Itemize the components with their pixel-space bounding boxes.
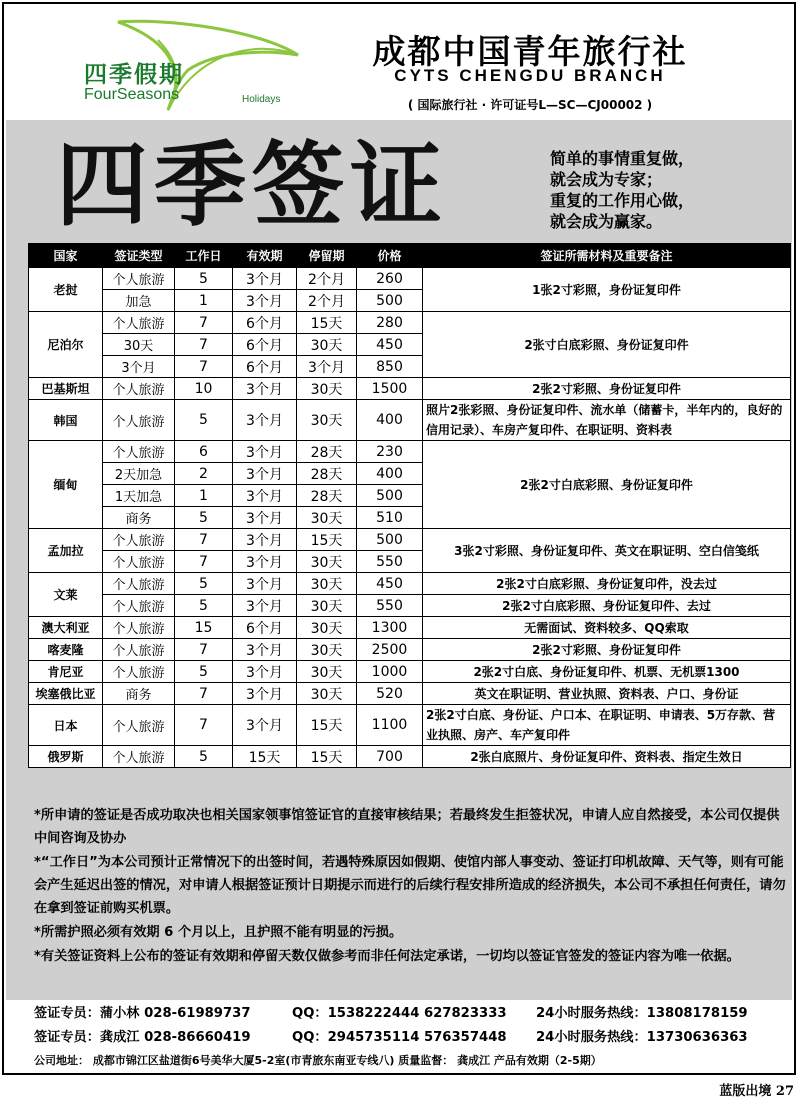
validity-cell: 3个月 (233, 463, 297, 485)
validity-cell: 3个月 (233, 551, 297, 573)
contact-hotline: 24小时服务热线：13808178159 (536, 1006, 748, 1021)
workdays-cell: 7 (175, 551, 233, 573)
contact-name-phone: 签证专员：蒲小林 028-61989737 (34, 1006, 251, 1021)
workdays-cell: 5 (175, 507, 233, 529)
workdays-cell: 7 (175, 529, 233, 551)
workdays-cell: 5 (175, 661, 233, 683)
visa-type-cell: 个人旅游 (103, 551, 175, 573)
visa-type-cell: 个人旅游 (103, 639, 175, 661)
visa-table (28, 243, 791, 768)
workdays-cell: 1 (175, 485, 233, 507)
price-cell: 500 (357, 290, 423, 312)
slogan-line: 就会成为专家； (550, 170, 663, 189)
visa-type-cell: 商务 (103, 507, 175, 529)
country-cell: 埃塞俄比亚 (29, 683, 103, 705)
visa-type-cell: 2天加急 (103, 463, 175, 485)
page-footer: 蓝版出境 27 (719, 1084, 794, 1099)
table-row (29, 595, 791, 617)
note-cell: 无需面试、资料较多、QQ索取 (423, 617, 791, 639)
workdays-cell: 7 (175, 683, 233, 705)
contact-row (34, 1002, 794, 1026)
stay-cell: 30天 (297, 595, 357, 617)
table-row (29, 573, 791, 595)
validity-cell: 3个月 (233, 573, 297, 595)
validity-cell: 3个月 (233, 378, 297, 400)
visa-type-cell: 个人旅游 (103, 268, 175, 290)
country-cell: 尼泊尔 (29, 312, 103, 378)
validity-cell: 15天 (233, 746, 297, 768)
workdays-cell: 7 (175, 312, 233, 334)
price-cell: 550 (357, 551, 423, 573)
license-number: ( 国际旅行社 · 许可证号L—SC—CJ00002 ) (407, 98, 653, 112)
stay-cell: 30天 (297, 334, 357, 356)
logo-chinese-text: 四季假期 (84, 62, 184, 88)
stay-cell: 30天 (297, 400, 357, 441)
contact-name-phone: 签证专员：龚成江 028-86660419 (34, 1030, 251, 1045)
price-cell: 280 (357, 312, 423, 334)
page-title: 四季签证 (56, 131, 449, 239)
stay-cell: 30天 (297, 617, 357, 639)
price-cell: 400 (357, 463, 423, 485)
table-row (29, 746, 791, 768)
agency-name-english: CYTS CHENGDU BRANCH (394, 66, 666, 85)
column-header: 有效期 (233, 244, 297, 268)
price-cell: 230 (357, 441, 423, 463)
workdays-cell: 5 (175, 595, 233, 617)
note-paragraph: *所申请的签证是否成功取决也相关国家领事馆签证官的直接审核结果；若最终发生拒签状况，申请人应自然接受，本公司仅提供中间咨询及协办 (34, 808, 780, 846)
workdays-cell: 7 (175, 334, 233, 356)
validity-cell: 6个月 (233, 617, 297, 639)
column-header: 价格 (357, 244, 423, 268)
note-cell: 2张2寸白底彩照、身份证复印件、去过 (423, 595, 791, 617)
table-row (29, 639, 791, 661)
visa-type-cell: 个人旅游 (103, 661, 175, 683)
price-cell: 550 (357, 595, 423, 617)
stay-cell: 15天 (297, 529, 357, 551)
visa-type-cell: 商务 (103, 683, 175, 705)
slogan (550, 148, 694, 232)
company-address: 公司地址： 成都市锦江区盐道街6号美华大厦5-2室(市青旅东南亚专线八) 质量监督： 龚成江 产品有效期（2-5期） (34, 1054, 602, 1067)
note-cell: 2张2寸白底彩照、身份证复印件 (423, 441, 791, 529)
validity-cell: 3个月 (233, 683, 297, 705)
note-cell: 2张寸白底彩照、身份证复印件 (423, 312, 791, 378)
stay-cell: 28天 (297, 463, 357, 485)
table-row (29, 400, 791, 441)
stay-cell: 30天 (297, 551, 357, 573)
country-cell: 肯尼亚 (29, 661, 103, 683)
table-row (29, 683, 791, 705)
price-cell: 700 (357, 746, 423, 768)
logo-english-text: FourSeasons (84, 86, 180, 103)
note-cell: 2张2寸彩照、身份证复印件 (423, 378, 791, 400)
logo (18, 10, 308, 114)
validity-cell: 3个月 (233, 400, 297, 441)
price-cell: 850 (357, 356, 423, 378)
price-cell: 2500 (357, 639, 423, 661)
stay-cell: 30天 (297, 573, 357, 595)
contact-qq: QQ：2945735114 576357448 (292, 1030, 507, 1045)
stay-cell: 15天 (297, 312, 357, 334)
stay-cell: 28天 (297, 485, 357, 507)
visa-type-cell: 个人旅游 (103, 400, 175, 441)
table-row (29, 441, 791, 463)
price-cell: 500 (357, 485, 423, 507)
contacts-section (34, 1002, 794, 1050)
logo-holidays-text: Holidays (242, 94, 281, 105)
country-cell: 文莱 (29, 573, 103, 617)
visa-type-cell: 个人旅游 (103, 378, 175, 400)
stay-cell: 3个月 (297, 356, 357, 378)
price-cell: 400 (357, 400, 423, 441)
note-paragraph: *“工作日”为本公司预计正常情况下的出签时间，若遇特殊原因如假期、使馆内部人事变动、签证打印机故障、天气等，则有可能会产生延迟出签的情况，对申请人根据签证预计日期提示而进行的后续行程安排所造成的经济损失，本公司不承担任何责任，请勿在拿到签证前购买机票。 (34, 855, 786, 916)
country-cell: 俄罗斯 (29, 746, 103, 768)
agency-name-chinese: 成都中国青年旅行社 (372, 32, 688, 71)
price-cell: 260 (357, 268, 423, 290)
note-cell: 2张白底照片、身份证复印件、资料表、指定生效日 (423, 746, 791, 768)
note-cell: 1张2寸彩照，身份证复印件 (423, 268, 791, 312)
table-row (29, 705, 791, 746)
slogan-line: 就会成为赢家。 (550, 212, 663, 231)
table-row (29, 529, 791, 551)
price-cell: 1500 (357, 378, 423, 400)
column-header: 签证类型 (103, 244, 175, 268)
visa-type-cell: 1天加急 (103, 485, 175, 507)
price-cell: 520 (357, 683, 423, 705)
note-paragraph: *所需护照必须有效期 6 个月以上，且护照不能有明显的污损。 (34, 925, 403, 940)
note-cell: 2张2寸白底、身份证、户口本、在职证明、申请表、5万存款、营业执照、房产、车产复印件 (423, 705, 791, 746)
country-cell: 巴基斯坦 (29, 378, 103, 400)
price-cell: 1000 (357, 661, 423, 683)
stay-cell: 30天 (297, 639, 357, 661)
country-cell: 喀麦隆 (29, 639, 103, 661)
slogan-line: 重复的工作用心做， (550, 191, 695, 210)
note-paragraph: *有关签证资料上公布的签证有效期和停留天数仅做参考而非任何法定承诺，一切均以签证官签发的签证内容为唯一依据。 (34, 949, 740, 964)
country-cell: 澳大利亚 (29, 617, 103, 639)
visa-type-cell: 个人旅游 (103, 595, 175, 617)
stay-cell: 28天 (297, 441, 357, 463)
table-row (29, 312, 791, 334)
note-cell: 照片2张彩照、身份证复印件、流水单（储蓄卡，半年内的，良好的信用记录）、车房产复印件、在职证明、资料表 (423, 400, 791, 441)
column-header: 国家 (29, 244, 103, 268)
price-cell: 1300 (357, 617, 423, 639)
workdays-cell: 15 (175, 617, 233, 639)
contact-hotline: 24小时服务热线：13730636363 (536, 1030, 748, 1045)
validity-cell: 3个月 (233, 507, 297, 529)
table-row (29, 268, 791, 290)
country-cell: 缅甸 (29, 441, 103, 529)
table-row (29, 617, 791, 639)
workdays-cell: 5 (175, 400, 233, 441)
stay-cell: 30天 (297, 378, 357, 400)
stay-cell: 15天 (297, 705, 357, 746)
country-cell: 日本 (29, 705, 103, 746)
workdays-cell: 7 (175, 639, 233, 661)
validity-cell: 3个月 (233, 441, 297, 463)
contact-qq: QQ：1538222444 627823333 (292, 1006, 507, 1021)
workdays-cell: 7 (175, 705, 233, 746)
workdays-cell: 6 (175, 441, 233, 463)
header (4, 4, 794, 118)
validity-cell: 3个月 (233, 529, 297, 551)
visa-type-cell: 个人旅游 (103, 529, 175, 551)
stay-cell: 30天 (297, 507, 357, 529)
country-cell: 韩国 (29, 400, 103, 441)
note-cell: 英文在职证明、营业执照、资料表、户口、身份证 (423, 683, 791, 705)
visa-type-cell: 3个月 (103, 356, 175, 378)
validity-cell: 6个月 (233, 334, 297, 356)
workdays-cell: 5 (175, 746, 233, 768)
visa-type-cell: 个人旅游 (103, 312, 175, 334)
validity-cell: 3个月 (233, 485, 297, 507)
workdays-cell: 5 (175, 573, 233, 595)
stay-cell: 2个月 (297, 268, 357, 290)
contact-row (34, 1026, 794, 1050)
validity-cell: 3个月 (233, 705, 297, 746)
country-cell: 老挝 (29, 268, 103, 312)
slogan-line: 简单的事情重复做， (550, 149, 695, 168)
price-cell: 510 (357, 507, 423, 529)
column-header: 停留期 (297, 244, 357, 268)
column-header: 签证所需材料及重要备注 (423, 244, 791, 268)
visa-type-cell: 30天 (103, 334, 175, 356)
table-header-row (29, 244, 791, 268)
notes-section (34, 804, 786, 969)
visa-type-cell: 个人旅游 (103, 573, 175, 595)
validity-cell: 3个月 (233, 639, 297, 661)
stay-cell: 15天 (297, 746, 357, 768)
validity-cell: 3个月 (233, 661, 297, 683)
workdays-cell: 2 (175, 463, 233, 485)
visa-type-cell: 个人旅游 (103, 617, 175, 639)
column-header: 工作日 (175, 244, 233, 268)
note-cell: 3张2寸彩照、身份证复印件、英文在职证明、空白信笺纸 (423, 529, 791, 573)
validity-cell: 3个月 (233, 290, 297, 312)
validity-cell: 6个月 (233, 312, 297, 334)
workdays-cell: 10 (175, 378, 233, 400)
price-cell: 1100 (357, 705, 423, 746)
note-cell: 2张2寸白底彩照、身份证复印件，没去过 (423, 573, 791, 595)
country-cell: 孟加拉 (29, 529, 103, 573)
visa-type-cell: 个人旅游 (103, 705, 175, 746)
workdays-cell: 1 (175, 290, 233, 312)
visa-type-cell: 加急 (103, 290, 175, 312)
workdays-cell: 5 (175, 268, 233, 290)
stay-cell: 30天 (297, 683, 357, 705)
price-cell: 450 (357, 334, 423, 356)
table-row (29, 661, 791, 683)
visa-type-cell: 个人旅游 (103, 746, 175, 768)
note-cell: 2张2寸白底、身份证复印件、机票、无机票1300 (423, 661, 791, 683)
note-cell: 2张2寸彩照、身份证复印件 (423, 639, 791, 661)
stay-cell: 2个月 (297, 290, 357, 312)
validity-cell: 3个月 (233, 268, 297, 290)
visa-table-body (29, 268, 791, 768)
table-row (29, 378, 791, 400)
price-cell: 450 (357, 573, 423, 595)
price-cell: 500 (357, 529, 423, 551)
validity-cell: 6个月 (233, 356, 297, 378)
stay-cell: 30天 (297, 661, 357, 683)
visa-type-cell: 个人旅游 (103, 441, 175, 463)
workdays-cell: 7 (175, 356, 233, 378)
validity-cell: 3个月 (233, 595, 297, 617)
